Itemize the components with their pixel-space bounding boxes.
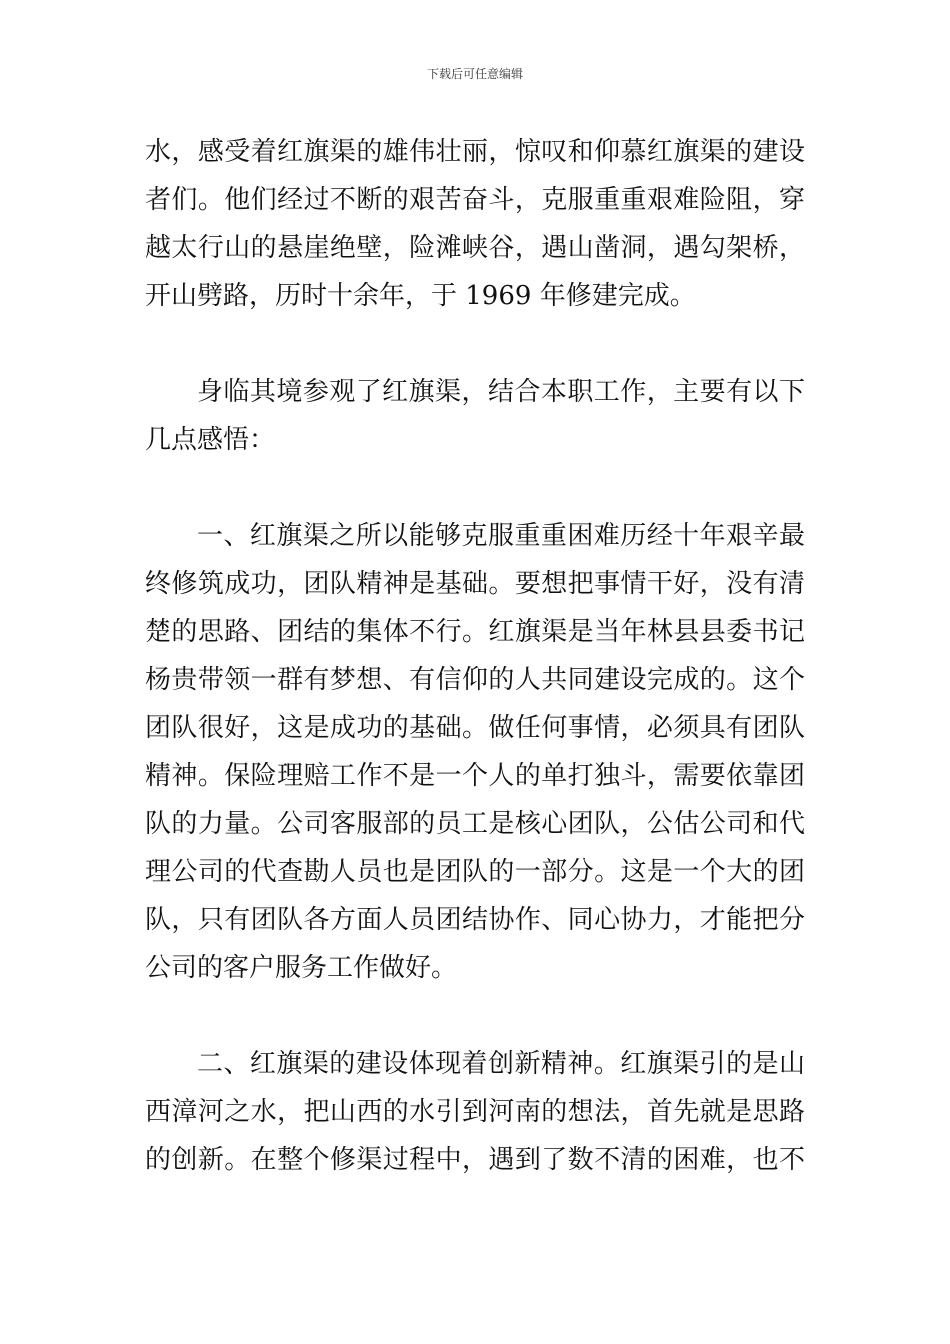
paragraph-2 [145,368,805,464]
text-line: 杨贵带领一群有梦想、有信仰的人共同建设完成的。这个 [145,665,805,695]
text-line: 者们。他们经过不断的艰苦奋斗，克服重重艰难险阻，穿 [145,185,805,215]
text-line: 团队很好，这是成功的基础。做任何事情，必须具有团队 [145,713,805,743]
text-line: 队的力量。公司客服部的员工是核心团队，公估公司和代 [145,809,805,839]
text-line: 楚的思路、团结的集体不行。红旗渠是当年林县县委书记 [145,617,805,647]
text-line: 开山劈路，历时十余年，于 1969 年修建完成。 [145,281,696,311]
text-line: 终修筑成功，团队精神是基础。要想把事情干好，没有清 [145,569,805,599]
text-line: 一、红旗渠之所以能够克服重重困难历经十年艰辛最 [197,521,805,551]
text-line: 理公司的代查勘人员也是团队的一部分。这是一个大的团 [145,857,805,887]
paragraph-3 [145,512,805,992]
text-line: 的创新。在整个修渠过程中，遇到了数不清的困难，也不 [145,1145,805,1175]
text-line: 公司的客户服务工作做好。 [145,953,458,983]
text-line: 几点感悟： [145,425,276,455]
text-line: 二、红旗渠的建设体现着创新精神。红旗渠引的是山 [197,1049,805,1079]
document-body [145,128,805,1184]
paragraph-4 [145,1040,805,1184]
text-line: 越太行山的悬崖绝壁，险滩峡谷，遇山凿洞，遇勾架桥， [145,233,805,263]
page-header: 下载后可任意编辑 [426,67,523,81]
text-line: 水，感受着红旗渠的雄伟壮丽，惊叹和仰慕红旗渠的建设 [145,137,805,167]
paragraph-1 [145,128,805,320]
text-line: 身临其境参观了红旗渠，结合本职工作，主要有以下 [197,377,805,407]
text-line: 队，只有团队各方面人员团结协作、同心协力，才能把分 [145,905,805,935]
text-line: 精神。保险理赔工作不是一个人的单打独斗，需要依靠团 [145,761,805,791]
text-line: 西漳河之水，把山西的水引到河南的想法，首先就是思路 [145,1097,805,1127]
